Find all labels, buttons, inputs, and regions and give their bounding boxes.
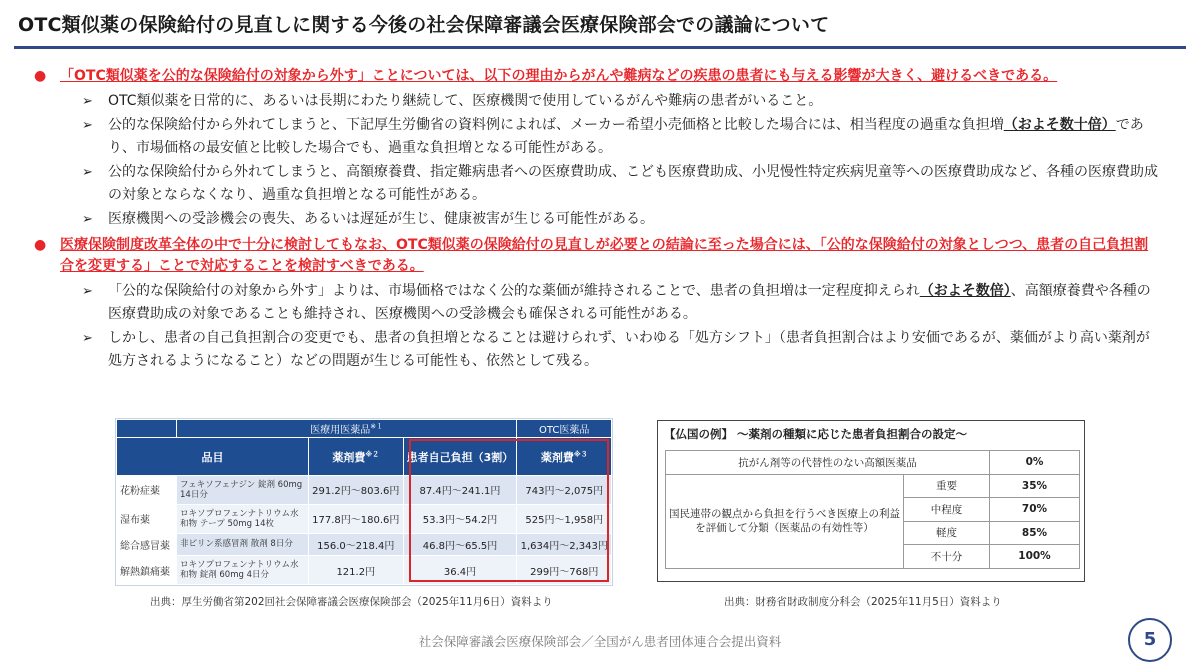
- list-item: [78, 114, 1160, 160]
- title-underline: [14, 46, 1186, 49]
- list-item: [78, 161, 1160, 207]
- drug-cost-table: [115, 418, 613, 586]
- arrow-bullet-icon: ➢: [82, 212, 93, 227]
- row-category: 花粉症薬: [117, 476, 177, 505]
- list-item: [78, 280, 1160, 326]
- list-item-text: しかし、患者の自己負担割合の変更でも、患者の負担増となることは避けられず、いわゆる「処方シフト」（患者負担割合はより安価であるが、薬価がより高い薬剤が処方されるようになること）などの問題が生じる可能性も、依然として残る。: [108, 330, 1150, 369]
- table-row: [117, 504, 612, 533]
- row-copay: 46.8円～65.5円: [403, 533, 517, 556]
- arrow-bullet-icon: ➢: [82, 118, 93, 133]
- row-drug: 非ピリン系感冒剤 散剤 8日分: [177, 533, 309, 556]
- row-otc: 525円～1,958円: [517, 504, 612, 533]
- group-label: 国民連帯の観点から負担を行うべき医療上の利益を評価して分類（医薬品の有効性等）: [666, 474, 904, 568]
- list-item-text: 公的な保険給付から外れてしまうと、下記厚生労働省の資料例によれば、メーカー希望小売価格と比較した場合には、相当程度の過重な負担増: [108, 117, 1004, 133]
- section-heading-2: [30, 235, 1160, 277]
- table-row: [666, 474, 1080, 498]
- right-table-source: 出典：財務省財政制度分科会（2025年11月5日）資料より: [724, 596, 1002, 608]
- emphasis-text: （およそ数倍）: [919, 283, 1011, 299]
- row-level: 不十分: [904, 545, 990, 569]
- table-row: [117, 533, 612, 556]
- section-heading-text: 「OTC類似薬を公的な保険給付の対象から外す」ことについては、以下の理由からがんや難病などの疾患の患者にも与える影響が大きく、避けるべきである。: [60, 68, 1058, 84]
- list-item: [78, 208, 1160, 231]
- row-price: 177.8円～180.6円: [309, 504, 404, 533]
- arrow-bullet-icon: ➢: [82, 94, 93, 109]
- table-header-blank: [117, 420, 177, 438]
- page-number: 5: [1128, 618, 1172, 662]
- row-otc: 299円～768円: [517, 556, 612, 585]
- header-drug-cost: 薬剤費$^{※2}$: [309, 438, 404, 476]
- table-row: [117, 556, 612, 585]
- list-item: [78, 327, 1160, 373]
- list-item-text: であり、市場価格の最安値と比較した場合でも、過重な負担増となる可能性がある。: [108, 117, 1144, 156]
- row-copay: 53.3円～54.2円: [403, 504, 517, 533]
- row-category: 湿布薬: [117, 504, 177, 533]
- section-heading-text: 医療保険制度改革全体の中で十分に検討してもなお、OTC類似薬の保険給付の見直しが必要との結論に至った場合には、「公的な保険給付の対象としつつ、患者の自己負担割合を変更する」ことで対応することを検討すべきである。: [60, 237, 1149, 274]
- arrow-bullet-icon: ➢: [82, 165, 93, 180]
- emphasis-text: （およそ数十倍）: [1003, 117, 1116, 133]
- list-item-text: 公的な保険給付から外れてしまうと、高額療養費、指定難病患者への医療費助成、こども医療費助成、小児慢性特定疾病児童等への医療費助成など、各種の医療費助成の対象とならなくなり、過重な負担増となる可能性がある。: [108, 164, 1158, 203]
- row-percent: 85%: [990, 521, 1080, 545]
- section-heading-1: [30, 66, 1160, 87]
- row-percent: 35%: [990, 474, 1080, 498]
- row-drug: ロキソプロフェンナトリウム水和物 錠剤 60mg 4日分: [177, 556, 309, 585]
- footer-text: 社会保障審議会医療保険部会／全国がん患者団体連合会提出資料: [418, 634, 782, 649]
- row-category: 総合感冒薬: [117, 533, 177, 556]
- section-2-items: [78, 280, 1160, 373]
- list-item: [78, 90, 1160, 113]
- left-table-source: 出典：厚生労働省第202回社会保障審議会医療保険部会（2025年11月6日）資料より: [150, 596, 553, 608]
- france-copay-table: [657, 420, 1085, 582]
- row-label: 抗がん剤等の代替性のない高額医薬品: [666, 451, 990, 475]
- list-item-text: 「公的な保険給付の対象から外す」よりは、市場価格ではなく公的な薬価が維持されることで、患者の負担増は一定程度抑えられ: [108, 283, 920, 299]
- row-category: 解熱鎮痛薬: [117, 556, 177, 585]
- list-item-text: OTC類似薬を日常的に、あるいは長期にわたり継続して、医療機関で使用しているがんや難病の患者がいること。: [108, 93, 823, 109]
- row-percent: 0%: [990, 451, 1080, 475]
- page-title: OTC類似薬の保険給付の見直しに関する今後の社会保障審議会医療保険部会での議論について: [18, 14, 830, 36]
- section-1-items: [78, 90, 1160, 231]
- row-price: 291.2円～803.6円: [309, 476, 404, 505]
- main-content: [30, 66, 1160, 377]
- header-otc-cost: 薬剤費$^{※3}$: [517, 438, 612, 476]
- row-otc: 743円～2,075円: [517, 476, 612, 505]
- arrow-bullet-icon: ➢: [82, 284, 93, 299]
- list-item-text: 、高額療養費や各種の医療費助成の対象であることも維持され、医療機関への受診機会も確保される可能性がある。: [108, 283, 1151, 322]
- row-copay: 36.4円: [403, 556, 517, 585]
- arrow-bullet-icon: ➢: [82, 331, 93, 346]
- france-table-title: 【仏国の例】 ～薬剤の種類に応じた患者負担割合の設定～: [664, 427, 968, 441]
- row-percent: 70%: [990, 498, 1080, 522]
- row-price: 121.2円: [309, 556, 404, 585]
- header-prescription-drugs: 医療用医薬品$^{※1}$: [177, 420, 517, 438]
- row-level: 中程度: [904, 498, 990, 522]
- row-drug: フェキソフェナジン 錠剤 60mg 14日分: [177, 476, 309, 505]
- row-percent: 100%: [990, 545, 1080, 569]
- table-row: [666, 451, 1080, 475]
- list-item-text: 医療機関への受診機会の喪失、あるいは遅延が生じ、健康被害が生じる可能性がある。: [108, 211, 654, 227]
- row-price: 156.0～218.4円: [309, 533, 404, 556]
- row-level: 重要: [904, 474, 990, 498]
- row-level: 軽度: [904, 521, 990, 545]
- row-copay: 87.4円～241.1円: [403, 476, 517, 505]
- table-row: [117, 476, 612, 505]
- row-drug: ロキソプロフェンナトリウム水和物 テープ 50mg 14枚: [177, 504, 309, 533]
- header-otc-drugs: OTC医薬品: [517, 420, 612, 438]
- header-item: 品目: [117, 438, 309, 476]
- row-otc: 1,634円～2,343円: [517, 533, 612, 556]
- header-patient-copay: 患者自己負担（3割）: [403, 438, 517, 476]
- bullet-dot: ●: [34, 237, 47, 253]
- bullet-dot: ●: [34, 68, 47, 84]
